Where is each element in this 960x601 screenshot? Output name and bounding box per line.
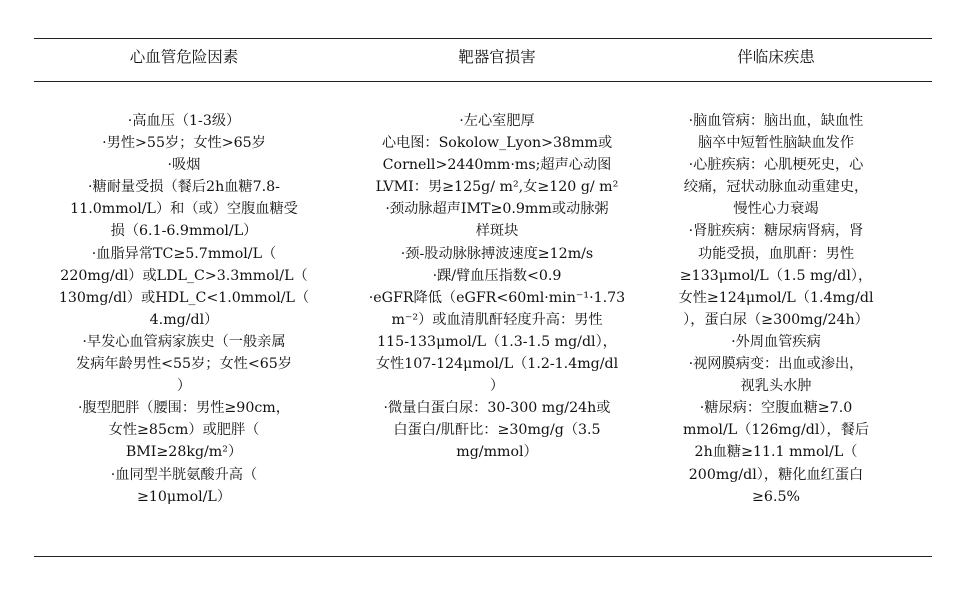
- cell-line: ）: [489, 378, 505, 395]
- cell-line: Cornell>2440mm·ms;超声心动图: [382, 157, 612, 174]
- cell-line: BMI≥28kg/m²）: [125, 444, 243, 461]
- cell-line: 视乳头水肿: [740, 378, 812, 395]
- cell-line: 女性≥124μmol/L（1.4mg/dl: [678, 289, 874, 306]
- cell-line: ·糖耐量受损（餐后2h血糖7.8-: [88, 179, 280, 196]
- cell-line: 4.mg/dl）: [149, 311, 219, 328]
- cell-line: 慢性心力衰竭: [733, 201, 819, 218]
- cell-line: ·视网膜病变：出血或渗出，: [688, 356, 864, 373]
- cell-line: ·吸烟: [167, 157, 201, 174]
- cell-line: m⁻²）或血清肌酐轻度升高：男性: [391, 311, 603, 328]
- table-bottom-rule: [34, 556, 932, 557]
- cell-line: 损（6.1-6.9mmol/L）: [110, 223, 258, 240]
- cell-line: 220mg/dl）或LDL_C>3.3mmol/L（: [60, 267, 308, 284]
- cell-line: 功能受损，血肌酐：男性: [697, 245, 855, 262]
- cell-line: ·高血压（1-3级）: [127, 113, 241, 129]
- cell-line: ·肾脏疾病：糖尿病肾病，肾: [688, 223, 864, 240]
- cell-line: 绞痛，冠状动脉血动重建史，: [683, 179, 869, 196]
- cell-line: ≥6.5%: [752, 488, 800, 505]
- cell-line: ·踝/臂血压指数<0.9: [432, 267, 562, 284]
- cell-line: ·早发心血管病家族史（一般亲属: [82, 333, 286, 350]
- cell-line: ≥10μmol/L）: [136, 488, 232, 505]
- cell-line: 发病年龄男性<55岁；女性<65岁: [76, 356, 292, 373]
- header-target-organ-damage: 靶器官损害: [458, 48, 536, 66]
- cell-line: ·左心室肥厚: [459, 113, 535, 129]
- table-header-rule: [34, 81, 932, 82]
- cell-line: 白蛋白/肌酐比：≥30mg/g（3.5: [393, 422, 601, 439]
- cell-line: ）: [176, 378, 192, 395]
- header-clinical-conditions: 伴临床疾患: [737, 48, 815, 66]
- target-organ-damage-cell: [344, 110, 650, 464]
- cell-line: ），蛋白尿（≥300mg/24h）: [683, 311, 869, 328]
- cell-line: ·糖尿病：空腹血糖≥7.0: [699, 400, 853, 417]
- cell-line: mmol/L（126mg/dl），餐后: [682, 422, 870, 439]
- cell-line: ·微量白蛋白尿：30-300 mg/24h或: [383, 400, 611, 417]
- cell-line: 女性≥85cm）或肥胖（: [108, 422, 260, 439]
- cell-line: 200mg/dl），糖化血红蛋白: [688, 466, 864, 483]
- cell-line: LVMI：男≥125g/ m²,女≥120 g/ m²: [375, 179, 619, 196]
- cell-line: 11.0mmol/L）和（或）空腹血糖受: [70, 201, 298, 218]
- cell-line: ·血同型半胱氨酸升高（: [110, 466, 258, 483]
- cell-line: 115-133μmol/L（1.3-1.5 mg/dl），: [377, 333, 617, 350]
- cell-line: ·腹型肥胖（腰围：男性≥90cm，: [78, 400, 290, 417]
- cell-line: ·血脂异常TC≥5.7mmol/L（: [91, 245, 277, 262]
- cell-line: 2h血糖≥11.1 mmol/L（: [694, 444, 858, 461]
- cell-line: 心电图：Sokolow_Lyon>38mm或: [381, 135, 613, 152]
- cell-line: ·脑血管病：脑出血，缺血性: [688, 113, 864, 129]
- cell-line: mg/mmol）: [456, 444, 538, 461]
- cell-line: ·颈-股动脉脉搏波速度≥12m/s: [400, 245, 594, 262]
- cell-line: ·心脏疾病：心肌梗死史，心: [688, 157, 864, 174]
- cell-line: 脑卒中短暂性脑缺血发作: [697, 135, 855, 152]
- table-top-rule: [34, 38, 932, 39]
- cell-line: ·男性>55岁；女性>65岁: [102, 135, 266, 152]
- clinical-conditions-cell: [656, 110, 896, 508]
- cell-line: 130mg/dl）或HDL_C<1.0mmol/L（: [58, 289, 310, 306]
- header-risk-factors: 心血管危险因素: [129, 48, 239, 66]
- cell-line: 女性107-124μmol/L（1.2-1.4mg/dl: [375, 356, 619, 373]
- cell-line: ·颈动脉超声IMT≥0.9mm或动脉粥: [385, 201, 609, 218]
- cell-line: ≥133μmol/L（1.5 mg/dl），: [679, 267, 873, 284]
- cell-line: ·eGFR降低（eGFR<60ml·min⁻¹·1.73: [368, 289, 626, 306]
- cell-line: ·外周血管疾病: [731, 333, 821, 350]
- risk-factors-cell: [34, 110, 334, 508]
- cell-line: 样斑块: [475, 223, 519, 240]
